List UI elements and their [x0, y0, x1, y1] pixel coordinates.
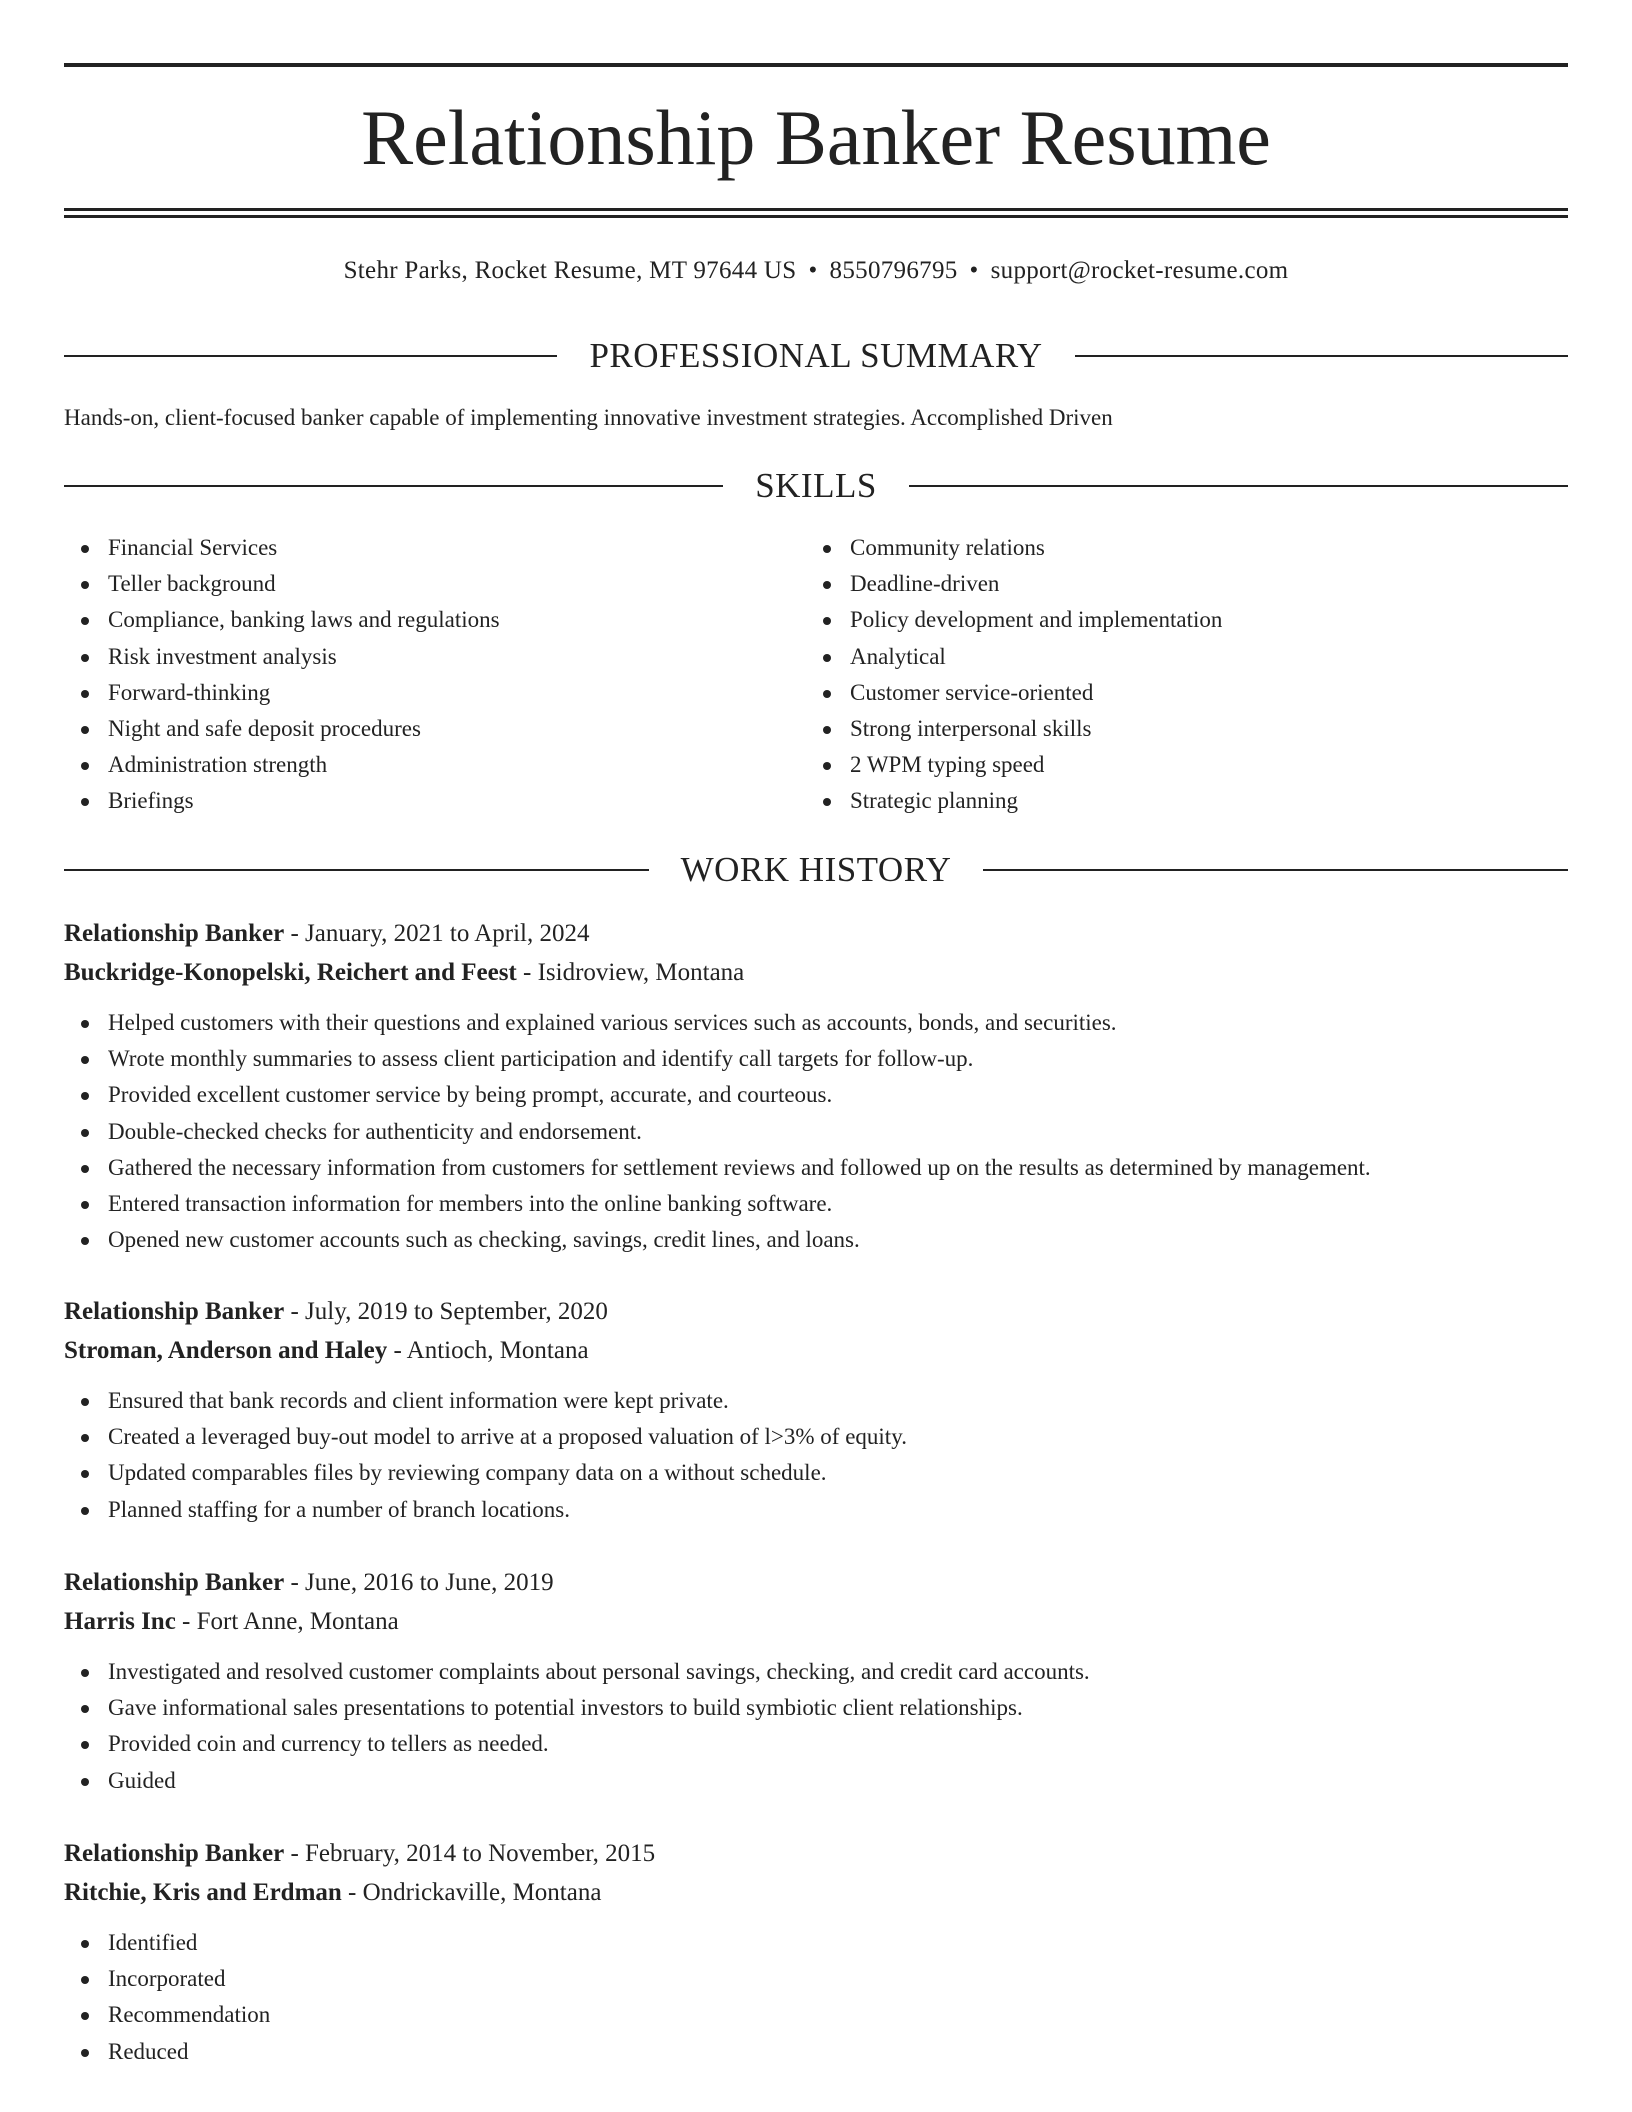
skill-item: Teller background	[64, 566, 764, 602]
job-dates: - July, 2019 to September, 2020	[284, 1298, 608, 1325]
skill-item: Compliance, banking laws and regulations	[64, 602, 764, 638]
heading-rule	[64, 355, 557, 357]
duty-item: Provided excellent customer service by being prompt, accurate, and courteous.	[64, 1077, 1568, 1113]
duty-item: Identified	[64, 1925, 1568, 1961]
skill-item: Briefings	[64, 783, 764, 819]
job-title: Relationship Banker	[64, 1298, 285, 1325]
duty-item: Provided coin and currency to tellers as needed.	[64, 1726, 1568, 1762]
section-heading-work-history	[64, 848, 1568, 892]
skill-item: Financial Services	[64, 530, 764, 566]
duty-item: Entered transaction information for members into the online banking software.	[64, 1186, 1568, 1222]
duty-item: Ensured that bank records and client information were kept private.	[64, 1383, 1568, 1419]
job-title-line	[64, 1836, 1568, 1872]
job-duties	[64, 1383, 1568, 1528]
job-location: - Antioch, Montana	[387, 1337, 589, 1364]
skills-column-left	[64, 530, 764, 820]
duty-item: Created a leveraged buy-out model to arrive at a proposed valuation of l>3% of equity.	[64, 1419, 1568, 1455]
duty-item: Wrote monthly summaries to assess client participation and identify call targets for follow-up.	[64, 1041, 1568, 1077]
job-duties	[64, 1005, 1568, 1258]
job-company-line	[64, 1604, 1568, 1640]
skill-item: Risk investment analysis	[64, 639, 764, 675]
skill-item: Deadline-driven	[806, 566, 1506, 602]
job-company: Ritchie, Kris and Erdman	[64, 1879, 342, 1906]
skill-item: Administration strength	[64, 747, 764, 783]
job-dates: - June, 2016 to June, 2019	[284, 1569, 554, 1596]
heading-rule	[64, 869, 649, 871]
section-heading-label: SKILLS	[755, 466, 877, 505]
job-location: - Fort Anne, Montana	[175, 1608, 399, 1635]
title-double-rule	[64, 208, 1568, 218]
resume-title: Relationship Banker Resume	[361, 94, 1271, 181]
job-entry	[64, 1294, 1568, 1528]
skill-item: Policy development and implementation	[806, 602, 1506, 638]
skill-item: Strategic planning	[806, 783, 1506, 819]
duty-item: Updated comparables files by reviewing company data on a without schedule.	[64, 1455, 1568, 1491]
job-title: Relationship Banker	[64, 920, 285, 947]
skill-item: Night and safe deposit procedures	[64, 711, 764, 747]
contact-line	[64, 254, 1568, 288]
job-entry	[64, 916, 1568, 1258]
job-company: Stroman, Anderson and Haley	[64, 1337, 388, 1364]
job-duties	[64, 1654, 1568, 1799]
summary-text: Hands-on, client-focused banker capable of implementing innovative investment strategies. Accomplished Driven	[64, 405, 1113, 430]
job-company-line	[64, 955, 1568, 991]
duty-item: Reduced	[64, 2034, 1568, 2070]
duty-item: Gathered the necessary information from customers for settlement reviews and followed up on the results as determined by management.	[64, 1150, 1568, 1186]
job-company: Buckridge-Konopelski, Reichert and Feest	[64, 959, 517, 986]
skill-item: Analytical	[806, 639, 1506, 675]
job-location: - Ondrickaville, Montana	[341, 1879, 602, 1906]
section-heading-summary	[64, 334, 1568, 378]
top-rule	[64, 63, 1568, 67]
section-heading-label: PROFESSIONAL SUMMARY	[589, 336, 1043, 375]
section-heading-skills	[64, 464, 1568, 508]
skill-item: Customer service-oriented	[806, 675, 1506, 711]
job-title-line	[64, 1294, 1568, 1330]
heading-rule	[1075, 355, 1568, 357]
contact-separator: •	[808, 257, 818, 284]
duty-item: Investigated and resolved customer complaints about personal savings, checking, and credit card accounts.	[64, 1654, 1568, 1690]
heading-rule	[64, 485, 723, 487]
skill-item: Forward-thinking	[64, 675, 764, 711]
contact-phone[interactable]: 8550796795	[829, 257, 958, 284]
heading-rule	[909, 485, 1568, 487]
heading-rule	[983, 869, 1568, 871]
contact-separator: •	[969, 257, 979, 284]
contact-address: Stehr Parks, Rocket Resume, MT 97644 US	[343, 257, 797, 284]
duty-item: Incorporated	[64, 1961, 1568, 1997]
job-entry	[64, 1565, 1568, 1799]
skill-item: Community relations	[806, 530, 1506, 566]
job-title: Relationship Banker	[64, 1569, 285, 1596]
job-title-line	[64, 1565, 1568, 1601]
job-company-line	[64, 1333, 1568, 1369]
duty-item: Guided	[64, 1763, 1568, 1799]
job-company-line	[64, 1875, 1568, 1911]
job-entry	[64, 1836, 1568, 2070]
contact-email[interactable]: support@rocket-resume.com	[990, 257, 1289, 284]
skill-item: 2 WPM typing speed	[806, 747, 1506, 783]
job-title-line	[64, 916, 1568, 952]
duty-item: Planned staffing for a number of branch locations.	[64, 1492, 1568, 1528]
skills-column-right	[806, 530, 1506, 820]
duty-item: Helped customers with their questions and explained various services such as accounts, bonds, and securities.	[64, 1005, 1568, 1041]
job-dates: - February, 2014 to November, 2015	[284, 1840, 656, 1867]
duty-item: Gave informational sales presentations to potential investors to build symbiotic client relationships.	[64, 1690, 1568, 1726]
job-dates: - January, 2021 to April, 2024	[284, 920, 590, 947]
duty-item: Recommendation	[64, 1997, 1568, 2033]
duty-item: Double-checked checks for authenticity and endorsement.	[64, 1114, 1568, 1150]
section-heading-label: WORK HISTORY	[680, 850, 952, 889]
job-company: Harris Inc	[64, 1608, 176, 1635]
skill-item: Strong interpersonal skills	[806, 711, 1506, 747]
job-location: - Isidroview, Montana	[516, 959, 745, 986]
duty-item: Opened new customer accounts such as checking, savings, credit lines, and loans.	[64, 1222, 1568, 1258]
job-duties	[64, 1925, 1568, 2070]
job-title: Relationship Banker	[64, 1840, 285, 1867]
